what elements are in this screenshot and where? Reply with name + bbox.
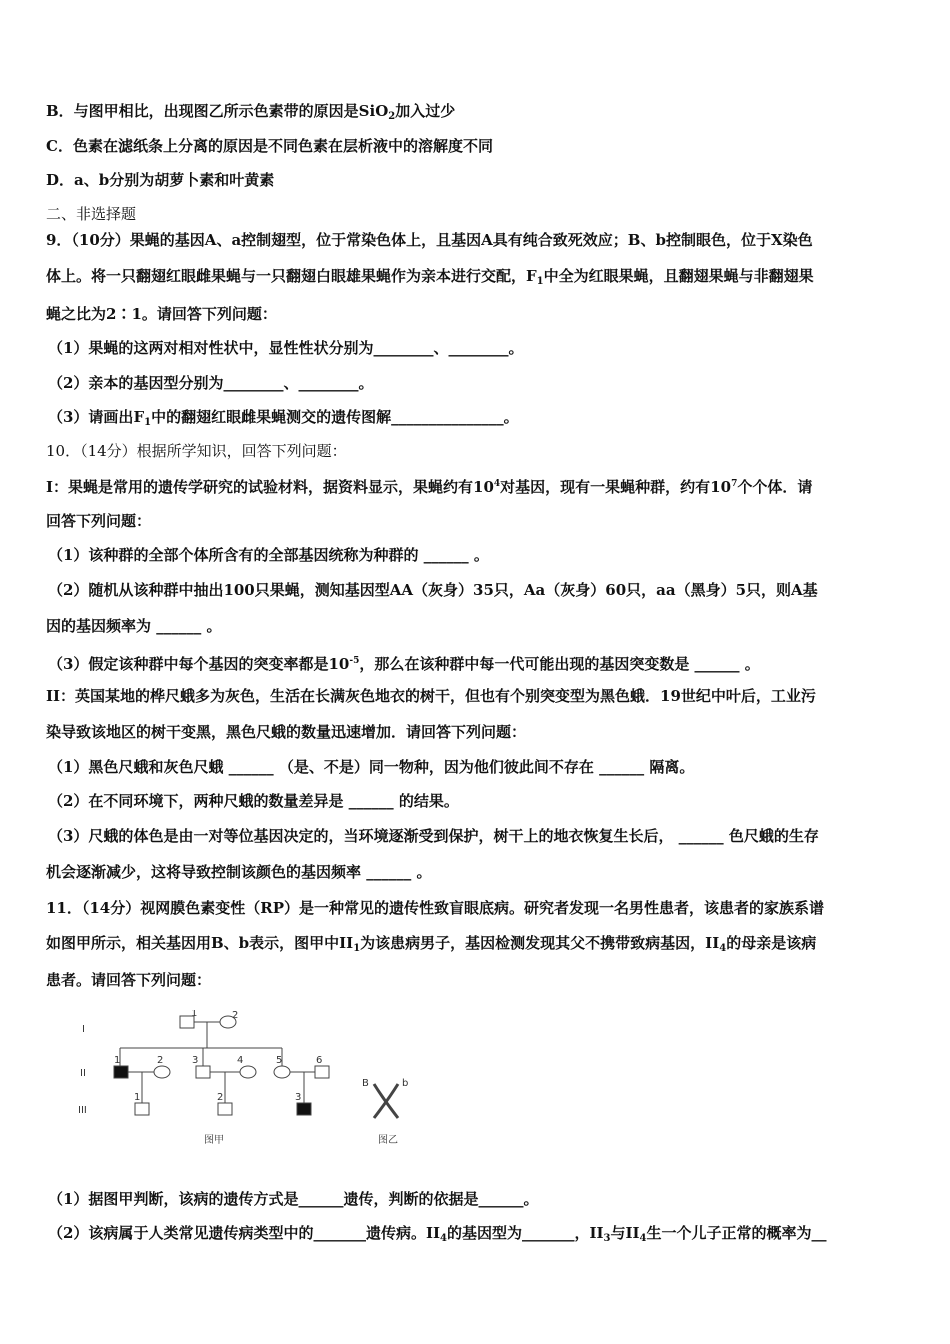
q10-I-line-1	[46, 474, 812, 497]
gen-label-I: I	[82, 1024, 85, 1035]
q11-2c: 与II	[610, 1224, 640, 1242]
num-label: 4	[237, 1055, 244, 1066]
subscript: 1	[144, 417, 152, 428]
q9-sub-2: （2）亲本的基因型分别为________、________。	[48, 374, 374, 392]
subscript: 1	[353, 943, 361, 954]
q11-2d: 生一个儿子正常的概率为__	[646, 1224, 827, 1242]
num-label: 2	[232, 1010, 239, 1021]
num-label: 1	[191, 1010, 198, 1019]
q9-line-2	[46, 266, 814, 292]
subscript: 4	[439, 1233, 447, 1244]
q10-I-sub-2b: 因的基因频率为 ______ 。	[46, 617, 222, 635]
gen-label-III: III	[78, 1105, 87, 1116]
figure-caption-b: 图乙	[378, 1135, 398, 1146]
II4-female	[240, 1066, 256, 1078]
q10-heading: 10．（14分）根据所学知识，回答下列问题：	[46, 442, 347, 460]
q10-I-3b: ，那么在该种群中每一代可能出现的基因突变数是 ______ 。	[359, 655, 760, 673]
q9-sub-3b: 中的翻翅红眼雌果蝇测交的遗传图解_______________。	[151, 408, 519, 426]
q11-b3: 的母亲是该病	[726, 934, 817, 952]
q9-line-3: 蝇之比为2∶1。请回答下列问题：	[46, 305, 277, 323]
num-label: 1	[114, 1055, 121, 1066]
q10-I-b: 对基因，现有一果蝇种群，约有10	[500, 478, 732, 496]
q10-II-sub-2: （2）在不同环境下，两种尺蛾的数量差异是 ______ 的结果。	[48, 792, 459, 810]
q11-2b: 的基因型为_______，II	[446, 1224, 604, 1242]
figure-caption-a: 图甲	[204, 1135, 224, 1146]
q11-line-3: 患者。请回答下列问题：	[46, 971, 212, 989]
q10-II-sub-3b: 机会逐渐减少，这将导致控制该颜色的基因频率 ______ 。	[46, 863, 432, 881]
superscript: -5	[349, 656, 360, 666]
num-label: 6	[316, 1055, 323, 1066]
q11-b2: 为该患病男子，基因检测发现其父不携带致病基因，II	[360, 934, 720, 952]
q9-sub-3	[48, 407, 519, 433]
II5-female	[274, 1066, 290, 1078]
pedigree-figure	[72, 1010, 432, 1150]
q10-I-line-2: 回答下列问题：	[46, 512, 152, 530]
chromosome-label-b: b	[402, 1078, 409, 1089]
gen-label-II: II	[80, 1068, 86, 1079]
III3-affected-male	[297, 1103, 311, 1115]
q10-I-sub-1: （1）该种群的全部个体所含有的全部基因统称为种群的 ______ 。	[48, 546, 489, 564]
q10-I-c: 个个体．请	[737, 478, 813, 496]
num-label: 3	[192, 1055, 199, 1066]
q9-line-2b: 中全为红眼果蝇，且翻翅果蝇与非翻翅果	[543, 267, 814, 285]
q10-II-sub-3a: （3）尺蛾的体色是由一对等位基因决定的，当环境逐渐受到保护，树干上的地衣恢复生长后， ______ 色尺蛾的生存	[48, 827, 819, 845]
num-label: 1	[134, 1092, 141, 1103]
II6-male	[315, 1066, 329, 1078]
III1-male	[135, 1103, 149, 1115]
q10-II-line-2: 染导致该地区的树干变黑，黑色尺蛾的数量迅速增加．请回答下列问题：	[46, 723, 527, 741]
q9-line-1: 9．（10分）果蝇的基因A、a控制翅型，位于常染色体上，且基因A具有纯合致死效应；B、b控制眼色，位于X染色	[46, 231, 813, 249]
q10-I-sub-2a: （2）随机从该种群中抽出100只果蝇，测知基因型AA（灰身）35只，Aa（灰身）60只，aa（黑身）5只，则A基	[48, 581, 818, 599]
num-label: 5	[276, 1055, 283, 1066]
III2-male	[218, 1103, 232, 1115]
q9-sub-3a: （3）请画出F	[48, 408, 145, 426]
num-label: 2	[157, 1055, 164, 1066]
superscript: 7	[731, 479, 738, 489]
num-label: 3	[295, 1092, 302, 1103]
q10-I-3a: （3）假定该种群中每个基因的突变率都是10	[48, 655, 350, 673]
option-b-text: B．与图甲相比，出现图乙所示色素带的原因是SiO	[46, 102, 389, 120]
q10-II-line-1: II：英国某地的桦尺蛾多为灰色，生活在长满灰色地衣的树干，但也有个别突变型为黑色蛾．19世纪中叶后，工业污	[46, 687, 816, 705]
II3-male	[196, 1066, 210, 1078]
q11-b1: 如图甲所示，相关基因用B、b表示，图甲中II	[46, 934, 354, 952]
option-d: D．a、b分别为胡萝卜素和叶黄素	[46, 171, 275, 189]
subscript: 2	[388, 111, 396, 122]
q11-sub-2	[48, 1223, 827, 1249]
subscript: 4	[719, 943, 727, 954]
option-b	[46, 101, 455, 127]
II2-female	[154, 1066, 170, 1078]
num-label: 2	[217, 1092, 224, 1103]
subscript: 4	[639, 1233, 647, 1244]
superscript: 4	[493, 479, 501, 489]
option-c: C．色素在滤纸条上分离的原因是不同色素在层析液中的溶解度不同	[46, 137, 493, 155]
subscript: 3	[603, 1233, 611, 1244]
q11-line-1: 11．（14分）视网膜色素变性（RP）是一种常见的遗传性致盲眼底病。研究者发现一名男性患者，该患者的家族系谱	[46, 899, 824, 917]
chromosome-label-B: B	[362, 1078, 369, 1089]
q9-line-2a: 体上。将一只翻翅红眼雌果蝇与一只翻翅白眼雄果蝇作为亲本进行交配，F	[46, 267, 537, 285]
subscript: 1	[536, 276, 544, 287]
q10-I-a: I：果蝇是常用的遗传学研究的试验材料，据资料显示，果蝇约有10	[46, 478, 494, 496]
pedigree-svg	[72, 1010, 432, 1150]
option-b-end: 加入过少	[395, 102, 456, 120]
q9-sub-1: （1）果蝇的这两对相对性状中，显性性状分别为________、________。	[48, 339, 524, 357]
q11-2a: （2）该病属于人类常见遗传病类型中的_______遗传病。II	[48, 1224, 440, 1242]
q10-I-sub-3	[48, 651, 760, 674]
q11-sub-1: （1）据图甲判断，该病的遗传方式是______遗传，判断的依据是______。	[48, 1190, 539, 1208]
II1-affected-male	[114, 1066, 128, 1078]
q10-II-sub-1: （1）黑色尺蛾和灰色尺蛾 ______ （是、不是）同一物种，因为他们彼此间不存在 ______ 隔离。	[48, 758, 695, 776]
q11-line-2	[46, 933, 816, 959]
section-heading: 二、非选择题	[46, 205, 137, 223]
